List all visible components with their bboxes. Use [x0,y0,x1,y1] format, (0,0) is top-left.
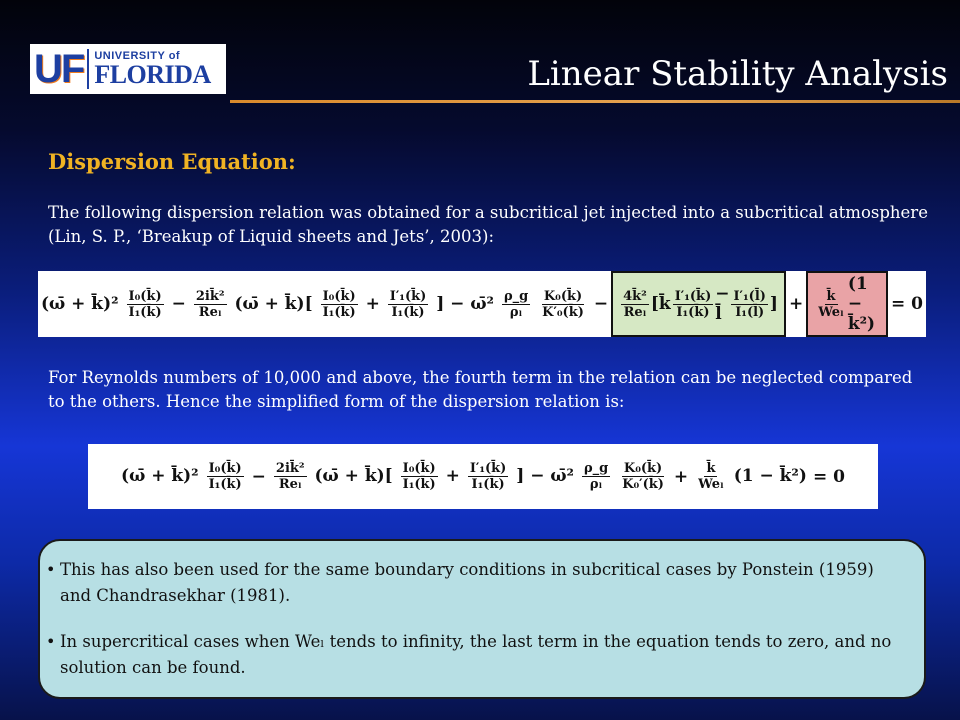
bullet-dot-icon: • [46,632,56,651]
eq2-term3-f1-den: ρₗ [589,477,603,492]
eq1-term4-mid: − l̄ [715,284,730,324]
eq1-term1-num: I₀(k̄) [128,288,162,304]
eq1-term4-den: Reₗ [623,304,647,320]
eq2-term2-f1-num: I₀(k̄) [402,461,436,476]
eq2-term3-f1-num: ρ_g [584,461,609,476]
eq2-term1-num: I₀(k̄) [208,461,242,476]
eq1-last-term-highlight [806,271,888,337]
eq2-term1 [118,461,249,492]
eq2-term3-f2 [620,461,666,492]
eq2-term2-close: ] − ω̄² [516,466,575,486]
eq1-equals: = 0 [891,294,923,314]
eq2-term2-f1 [401,461,438,492]
eq2-term5-den: Weₗ [698,477,724,492]
eq1-term2-f1 [321,289,358,320]
eq2-term3-f1 [582,461,610,492]
eq2-equals: = 0 [812,466,845,487]
eq2-term2 [269,461,577,492]
eq1-term3-f1-num: ρ_g [503,288,529,304]
eq1-term2-f1-den: I₁(k̄) [322,304,356,320]
eq1-term3-f2-den: K′₀(k̄) [542,304,584,320]
university-of-florida-logo [30,44,226,94]
logo-florida-text: FLORIDA [94,59,211,89]
notes-callout [38,539,926,699]
eq1-term4-f1 [673,289,714,320]
eq1-term4-num: 4k̄² [623,288,647,304]
eq1-term3 [497,289,591,320]
eq2-term5-rest: (1 − k̄²) [733,466,807,486]
eq1-plus2: + [788,294,804,314]
bullet-dot-icon: • [46,560,56,579]
slide-title: Linear Stability Analysis [527,54,948,94]
eq1-term2 [189,289,497,320]
eq2-term2-coef [274,461,307,492]
logo-wordmark [94,51,210,88]
eq2-term3-f2-den: K₀′(k̄) [622,477,664,492]
eq1-term1-base: (ω̄ + k̄)² [41,293,119,314]
full-dispersion-equation [38,271,926,337]
eq2-plus1: + [445,466,460,486]
eq2-term2-den: Reₗ [278,477,302,492]
eq1-term5-rest: (1 − k̄²) [847,274,876,334]
eq2-term2-num: 2ik̄² [275,461,305,476]
eq2-term2-rest: (ω̄ + k̄)[ [314,466,393,486]
eq2-term1-fraction [207,461,244,492]
logo-university-text: UNIVERSITY of [94,49,181,62]
eq1-term2-coef [194,289,227,320]
eq1-term2-f1-num: I₀(k̄) [322,288,356,304]
eq1-term5-coef [816,289,846,320]
eq1-term2-f2 [388,289,429,320]
intro-paragraph: The following dispersion relation was obtained for a subcritical jet injected into a subcritical atmosphere (Lin, S. P., ‘Breakup of Liquid sheets and Jets’, 2003): [48,203,928,246]
eq1-term4-f2-num: I′₁(l̄) [733,288,766,304]
eq1-term4-open: [k̄ [650,294,671,314]
eq1-term2-f2-num: I′₁(k̄) [389,288,427,304]
eq2-term3-f2-num: K₀(k̄) [623,461,663,476]
eq1-term3-f2 [540,289,586,320]
eq2-minus1: − [251,466,266,487]
note-bullet-2 [46,629,910,681]
eq2-term5 [691,461,810,492]
section-heading: Dispersion Equation: [48,149,296,174]
eq1-term4-f1-den: I₁(k̄) [676,304,710,320]
eq1-minus1: − [171,294,186,314]
eq1-term5-num: k̄ [826,288,836,304]
note-bullet-2-text: In supercritical cases when Weₗ tends to infinity, the last term in the equation tends to zero, and no solution can be found. [60,632,892,677]
eq1-minus2: − [593,294,609,314]
note-bullet-1-text: This has also been used for the same boundary conditions in subcritical cases by Ponstein (1959) and Chandrasekhar (1981). [60,560,874,605]
eq2-term1-den: I₁(k̄) [208,477,242,492]
eq1-term1 [38,289,169,320]
note-bullet-1 [46,557,910,609]
eq1-term4-coef [621,289,649,320]
eq1-term4-f2 [731,289,767,320]
eq1-term3-f1-den: ρₗ [509,304,523,320]
eq1-term5-den: Weₗ [818,304,844,320]
eq2-term2-f2 [468,461,509,492]
simplified-intro-paragraph: For Reynolds numbers of 10,000 and above, the fourth term in the relation can be neglected compared to the others. Hence the simplified form of the dispersion relation is: [48,368,913,411]
simplified-dispersion-equation [88,444,878,509]
eq1-term3-f2-num: K₀(k̄) [543,288,583,304]
eq1-fourth-term-highlight [611,271,786,337]
eq1-term2-close: ] − ω̄² [436,293,494,314]
title-underline [230,100,960,103]
eq2-term2-f1-den: I₁(k̄) [402,477,436,492]
eq2-term5-coef [696,461,726,492]
eq1-term2-f2-den: I₁(k̄) [391,304,425,320]
eq2-plus2: + [673,466,689,487]
eq1-term4-close: ] [769,294,778,314]
eq1-term4-f1-num: I′₁(k̄) [674,288,712,304]
logo-divider [87,49,89,89]
eq1-term2-den: Reₗ [198,304,222,320]
eq2-term5-num: k̄ [706,461,716,476]
eq2-term2-f2-num: I′₁(k̄) [469,461,507,476]
eq2-term3 [577,461,671,492]
eq1-term2-rest: (ω̄ + k̄)[ [234,293,313,314]
logo-uf-mark: UF [34,47,84,91]
eq1-plus1: + [365,293,380,314]
eq1-term3-f1 [502,289,530,320]
eq1-term2-num: 2ik̄² [195,288,225,304]
eq1-term1-den: I₁(k̄) [128,304,162,320]
eq2-term1-base: (ω̄ + k̄)² [121,466,199,486]
eq1-term1-fraction [127,289,164,320]
eq2-term2-f2-den: I₁(k̄) [471,477,505,492]
eq1-term4-f2-den: I₁(l̄) [735,304,765,320]
